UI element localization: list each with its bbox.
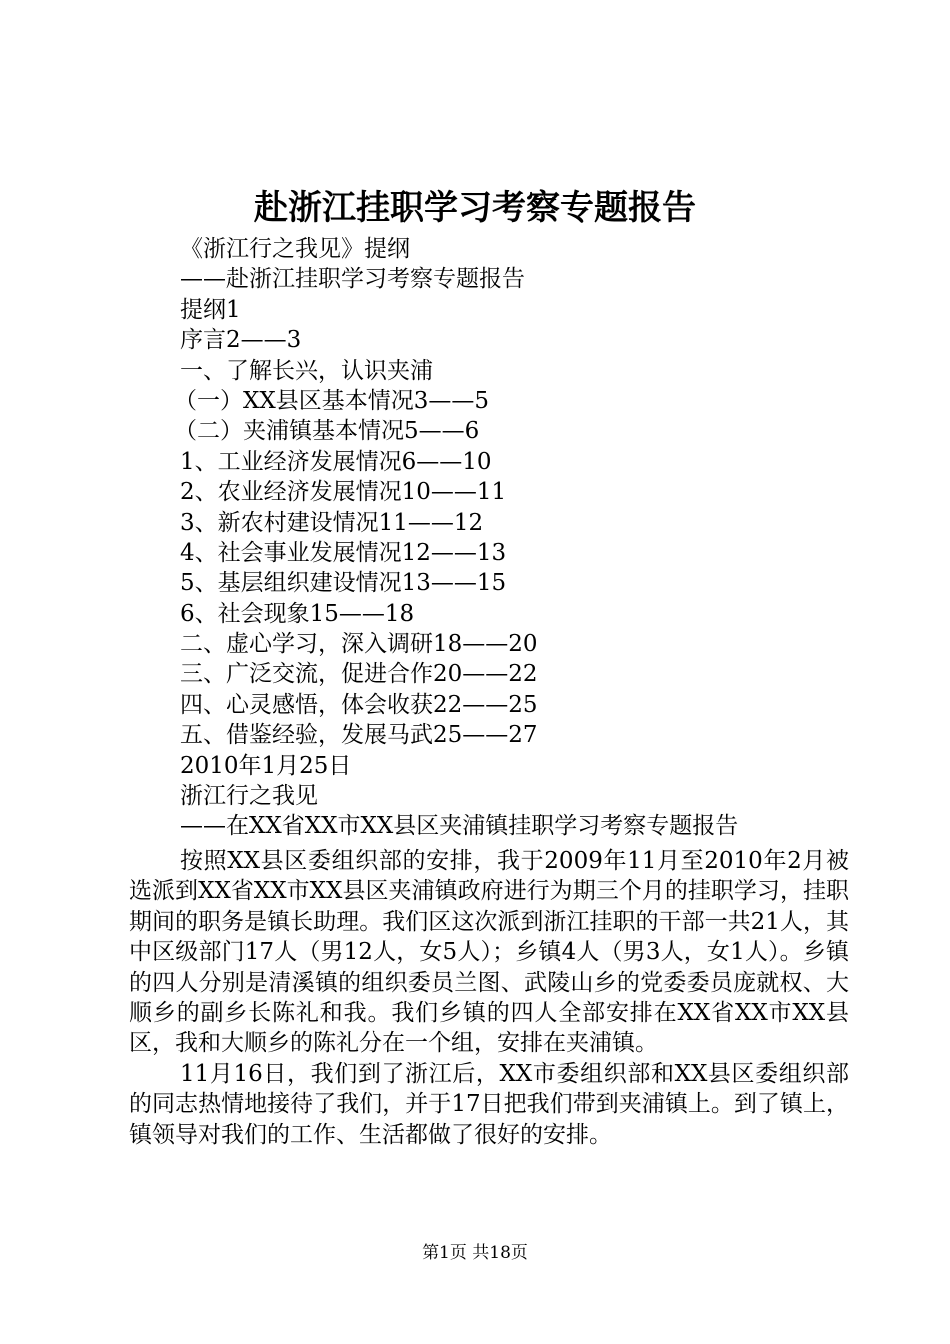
outline-line: 6、社会现象15——18 xyxy=(180,600,415,627)
document-title: 赴浙江挂职学习考察专题报告 xyxy=(254,188,696,228)
outline-line: 四、心灵感悟，体会收获22——25 xyxy=(180,691,538,718)
outline-line: 2、农业经济发展情况10——11 xyxy=(180,479,507,506)
outline-line: 1、工业经济发展情况6——10 xyxy=(180,448,492,475)
outline-line: 3、新农村建设情况11——12 xyxy=(180,509,484,536)
outline-line: 二、虚心学习，深入调研18——20 xyxy=(180,631,538,658)
paragraph: 按照XX县区委组织部的安排，我于2009年11月至2010年2月被选派到XX省XX市XX县区夹浦镇政府进行为期三个月的挂职学习，挂职期间的职务是镇长助理。我们区这次派到浙江挂职的干部一共21人，其中区级部门17人（男12人，女5人）；乡镇4人（男3人，女1人）。乡镇的四人分别是清溪镇的组织委员兰图、武陵山乡的党委委员庞就权、大顺乡的副乡长陈礼和我。我们乡镇的四人全部安排在XX省XX市XX县区，我和大顺乡的陈礼分在一个组，安排在夹浦镇。 xyxy=(129,848,849,1057)
outline-line: 提纲1 xyxy=(180,296,241,323)
outline-line: （二）夹浦镇基本情况5——6 xyxy=(174,418,480,445)
outline-line: （一）XX县区基本情况3——5 xyxy=(174,387,490,414)
body-text xyxy=(129,846,849,1150)
outline-line: ——赴浙江挂职学习考察专题报告 xyxy=(180,266,525,293)
section-title: 浙江行之我见 xyxy=(180,783,318,810)
outline-line: 序言2——3 xyxy=(180,327,302,354)
outline-line: 4、社会事业发展情况12——13 xyxy=(180,539,507,566)
section-subtitle: ——在XX省XX市XX县区夹浦镇挂职学习考察专题报告 xyxy=(180,813,739,840)
paragraph: 11月16日，我们到了浙江后，XX市委组织部和XX县区委组织部的同志热情地接待了我们，并于17日把我们带到夹浦镇上。到了镇上，镇领导对我们的工作、生活都做了很好的安排。 xyxy=(129,1060,849,1148)
outline-line: 《浙江行之我见》提纲 xyxy=(180,236,410,262)
outline-list xyxy=(174,234,739,842)
outline-date: 2010年1月25日 xyxy=(180,752,352,779)
outline-line: 三、广泛交流，促进合作20——22 xyxy=(180,661,538,688)
outline-line: 一、了解长兴，认识夹浦 xyxy=(180,357,433,384)
page-footer: 第1页 共18页 xyxy=(422,1243,528,1263)
outline-line: 五、借鉴经验，发展马武25——27 xyxy=(180,722,538,749)
outline-line: 5、基层组织建设情况13——15 xyxy=(180,570,507,597)
